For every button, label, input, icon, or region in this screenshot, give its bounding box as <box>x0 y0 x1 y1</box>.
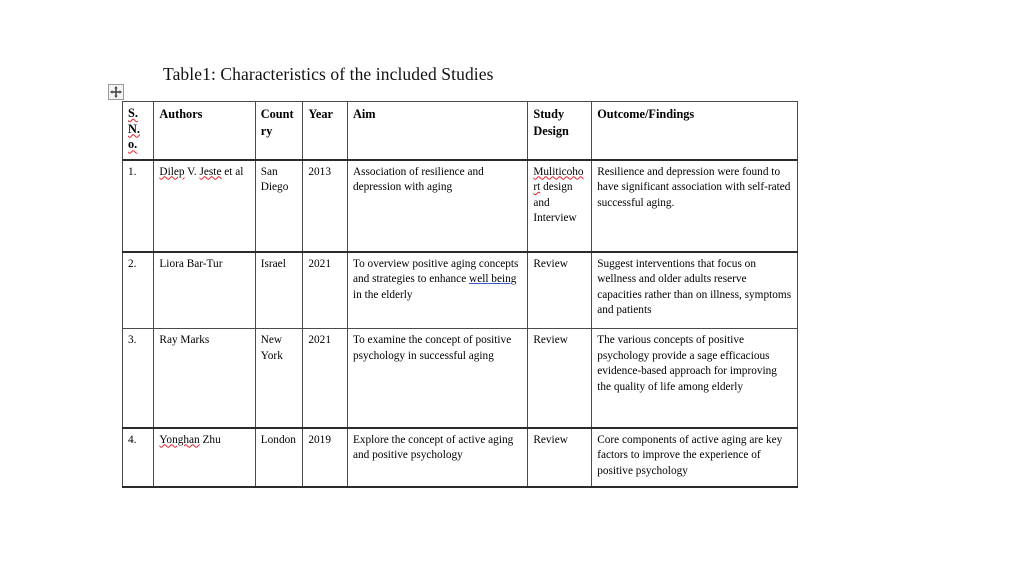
cell-outcome: Core components of active aging are key factors to improve the experience of positive psychology <box>592 428 798 487</box>
cell-outcome: Resilience and depression were found to have significant association with self-rated successful aging. <box>592 160 798 252</box>
cell-outcome: Suggest interventions that focus on wellness and older adults reserve capacities rather than on illness, symptoms and patients <box>592 252 798 329</box>
sno-header-line-3: o. <box>128 137 138 152</box>
cell-aim <box>347 252 527 329</box>
cell-aim: Explore the concept of active aging and positive psychology <box>347 428 527 487</box>
cell-study-design: Review <box>528 329 592 428</box>
table-row <box>123 160 798 252</box>
cell-year: 2021 <box>303 252 348 329</box>
table-move-handle-icon[interactable] <box>108 84 124 100</box>
cell-year: 2019 <box>303 428 348 487</box>
studies-characteristics-table <box>122 101 798 488</box>
cell-country: New York <box>255 329 303 428</box>
column-header-sno <box>123 102 154 160</box>
column-header-year: Year <box>303 102 348 160</box>
cell-authors: Ray Marks <box>154 329 255 428</box>
cell-country: Israel <box>255 252 303 329</box>
cell-year: 2013 <box>303 160 348 252</box>
cell-country: London <box>255 428 303 487</box>
cell-study-design: Review <box>528 252 592 329</box>
sno-header-line-1: S. <box>128 106 138 120</box>
aim-text-after: in the elderly <box>352 288 413 301</box>
sno-header-line-2: N. <box>128 121 140 136</box>
cell-outcome: The various concepts of positive psychology provide a sage efficacious evidence-based approach for improving the quality of life among elderly <box>592 329 798 428</box>
cell-authors: Dilep V. Jeste et al <box>154 160 255 252</box>
cell-sno: 3. <box>123 329 154 428</box>
table-row <box>123 428 798 487</box>
cell-aim: To examine the concept of positive psychology in successful aging <box>347 329 527 428</box>
cell-authors: Liora Bar-Tur <box>154 252 255 329</box>
table-header-row <box>123 102 798 160</box>
column-header-country: Country <box>255 102 303 160</box>
cell-sno: 1. <box>123 160 154 252</box>
column-header-study-design: Study Design <box>528 102 592 160</box>
table-caption: Table1: Characteristics of the included Studies <box>163 64 494 84</box>
cell-aim: Association of resilience and depression with aging <box>347 160 527 252</box>
cell-study-design: Review <box>528 428 592 487</box>
column-header-authors: Authors <box>154 102 255 160</box>
cell-sno: 2. <box>123 252 154 329</box>
column-header-aim: Aim <box>347 102 527 160</box>
cell-study-design: Muliticohort design and Interview <box>528 160 592 252</box>
cell-country: San Diego <box>255 160 303 252</box>
aim-text-before: To overview positive aging concepts and strategies to enhance <box>352 257 519 286</box>
table-row <box>123 252 798 329</box>
column-header-outcome: Outcome/Findings <box>592 102 798 160</box>
table-row <box>123 329 798 428</box>
aim-grammar-flagged: well being <box>469 273 517 286</box>
cell-year: 2021 <box>303 329 348 428</box>
cell-sno: 4. <box>123 428 154 487</box>
cell-authors: Yonghan Zhu <box>154 428 255 487</box>
